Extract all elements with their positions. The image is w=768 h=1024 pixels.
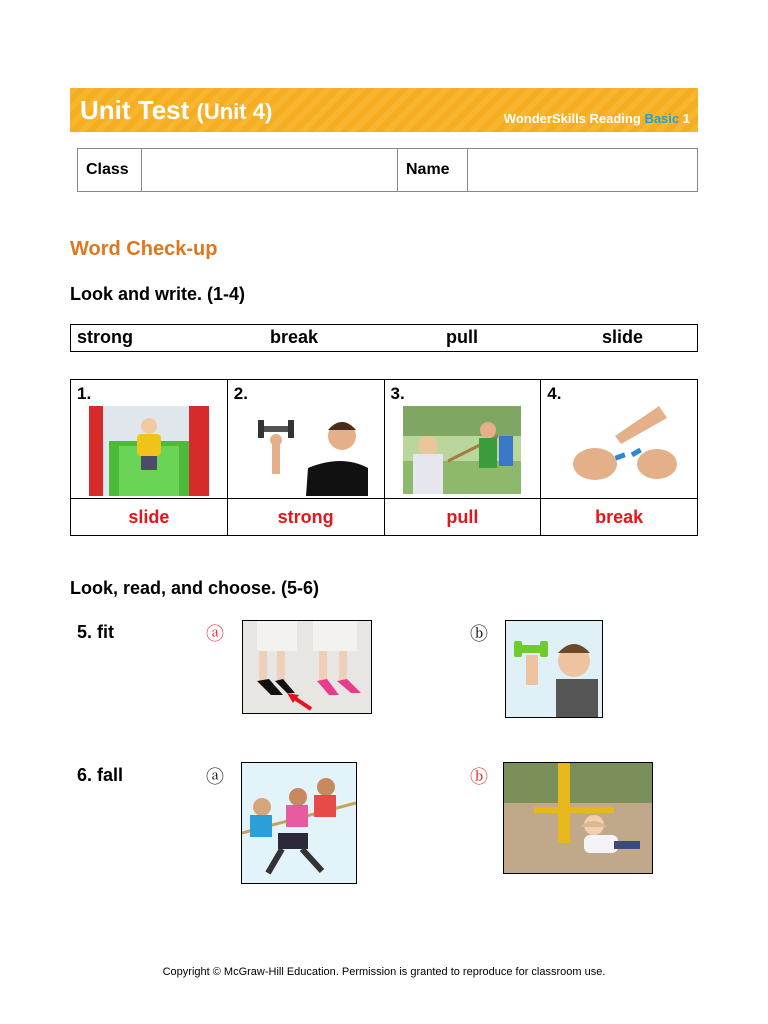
instruction-1: Look and write. (1-4): [70, 284, 246, 304]
picture-grid: [70, 379, 698, 536]
copyright-footer: Copyright © McGraw-Hill Education. Permission is granted to reproduce for classroom use.: [162, 966, 606, 978]
answer-cell: strong: [227, 499, 384, 536]
slide-photo: [89, 406, 209, 496]
word-bank-item: break: [270, 327, 319, 347]
break-photo: [559, 406, 679, 496]
picture-cell: [384, 380, 541, 499]
shoes-photo: [243, 621, 371, 713]
option-b-marker[interactable]: ⓑ: [470, 624, 488, 644]
question-6-label: 6. fall: [77, 765, 124, 785]
class-name-table: [77, 148, 698, 192]
answer-cell: slide: [71, 499, 228, 536]
word-bank-item: slide: [602, 327, 644, 347]
item-number: 3.: [390, 384, 405, 403]
picture-cell: [71, 380, 228, 499]
item-number: 1.: [77, 384, 92, 403]
fit-option-b-image[interactable]: [505, 620, 603, 718]
fit-option-a-image[interactable]: [242, 620, 372, 714]
strong-photo: [246, 406, 368, 496]
item-number: 2.: [233, 384, 248, 403]
item-number: 4.: [547, 384, 562, 403]
option-a-marker[interactable]: ⓐ: [206, 624, 224, 644]
header-banner: [70, 88, 698, 132]
class-label: Class: [78, 149, 142, 192]
option-b-marker[interactable]: ⓑ: [470, 767, 488, 787]
pull-photo: [403, 406, 521, 494]
instruction-2: Look, read, and choose. (5-6): [70, 578, 320, 598]
picture-cell: [541, 380, 698, 499]
answer-cell: pull: [384, 499, 541, 536]
child-fallen-photo: [504, 763, 652, 873]
picture-cell: [227, 380, 384, 499]
brand-label: WonderSkills Reading Basic 1: [503, 111, 690, 126]
page-title: Unit Test (Unit 4): [80, 95, 273, 125]
option-a-marker[interactable]: ⓐ: [206, 767, 224, 787]
boy-dumbbell-photo: [506, 621, 602, 717]
name-label: Name: [398, 149, 468, 192]
section-title: Word Check-up: [70, 238, 218, 260]
class-field[interactable]: [142, 149, 398, 192]
fall-option-a-image[interactable]: [241, 762, 357, 884]
word-bank-item: pull: [446, 327, 478, 347]
tug-of-war-photo: [242, 763, 356, 883]
question-5-label: 5. fit: [77, 622, 115, 642]
fall-option-b-image[interactable]: [503, 762, 653, 874]
name-field[interactable]: [468, 149, 698, 192]
answer-cell: break: [541, 499, 698, 536]
word-bank-item: strong: [77, 327, 133, 347]
